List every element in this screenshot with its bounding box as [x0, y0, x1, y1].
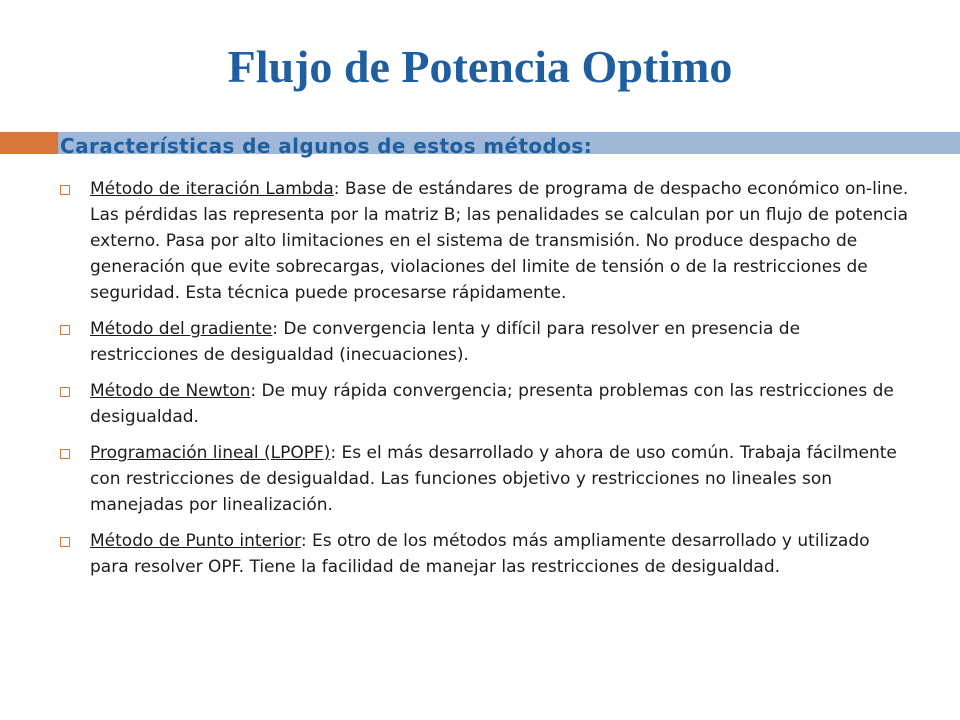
square-bullet-icon — [60, 325, 70, 335]
page-title: Flujo de Potencia Optimo — [227, 41, 733, 92]
section-subtitle: Características de algunos de estos métodos: — [60, 134, 593, 158]
list-item — [60, 378, 910, 430]
method-description: Es el más desarrollado y ahora de uso común. Trabaja fácilmente con restricciones de desigualdad. Las funciones objetivo y restricciones no lineales son manejadas por linealización. — [90, 443, 897, 515]
method-term: Método de Newton — [90, 381, 251, 401]
list-item — [60, 316, 910, 368]
term-separator: : — [333, 179, 340, 199]
square-bullet-icon — [60, 537, 70, 547]
list-item — [60, 176, 910, 306]
method-description: Es otro de los métodos más ampliamente desarrollado y utilizado para resolver OPF. Tiene la facilidad de manejar las restricciones de desigualdad. — [90, 531, 870, 577]
term-separator: : — [250, 381, 257, 401]
method-description: De convergencia lenta y difícil para resolver en presencia de restricciones de desigualdad (inecuaciones). — [90, 319, 801, 365]
list-item — [60, 528, 910, 580]
term-separator: : — [330, 443, 337, 463]
methods-list — [60, 176, 910, 590]
method-description: De muy rápida convergencia; presenta problemas con las restricciones de desigualdad. — [90, 381, 894, 427]
list-item — [60, 440, 910, 518]
method-description: Base de estándares de programa de despacho económico on-line. Las pérdidas las representa por la matriz B; las penalidades se calculan por un flujo de potencia externo. Pasa por alto limitaciones en el sistema de transmisión. No produce despacho de generación que evite sobrecargas, violaciones del limite de tensión o de la restricciones de seguridad. Esta técnica puede procesarse rápidamente. — [90, 179, 909, 303]
method-term: Método del gradiente — [90, 319, 273, 339]
method-term: Método de Punto interior — [90, 531, 301, 551]
square-bullet-icon — [60, 185, 70, 195]
term-separator: : — [300, 531, 307, 551]
term-separator: : — [272, 319, 278, 339]
accent-bar-orange — [0, 132, 58, 154]
method-term: Programación lineal (LPOPF) — [90, 443, 331, 463]
square-bullet-icon — [60, 387, 70, 397]
method-term: Método de iteración Lambda — [90, 179, 334, 199]
square-bullet-icon — [60, 449, 70, 459]
